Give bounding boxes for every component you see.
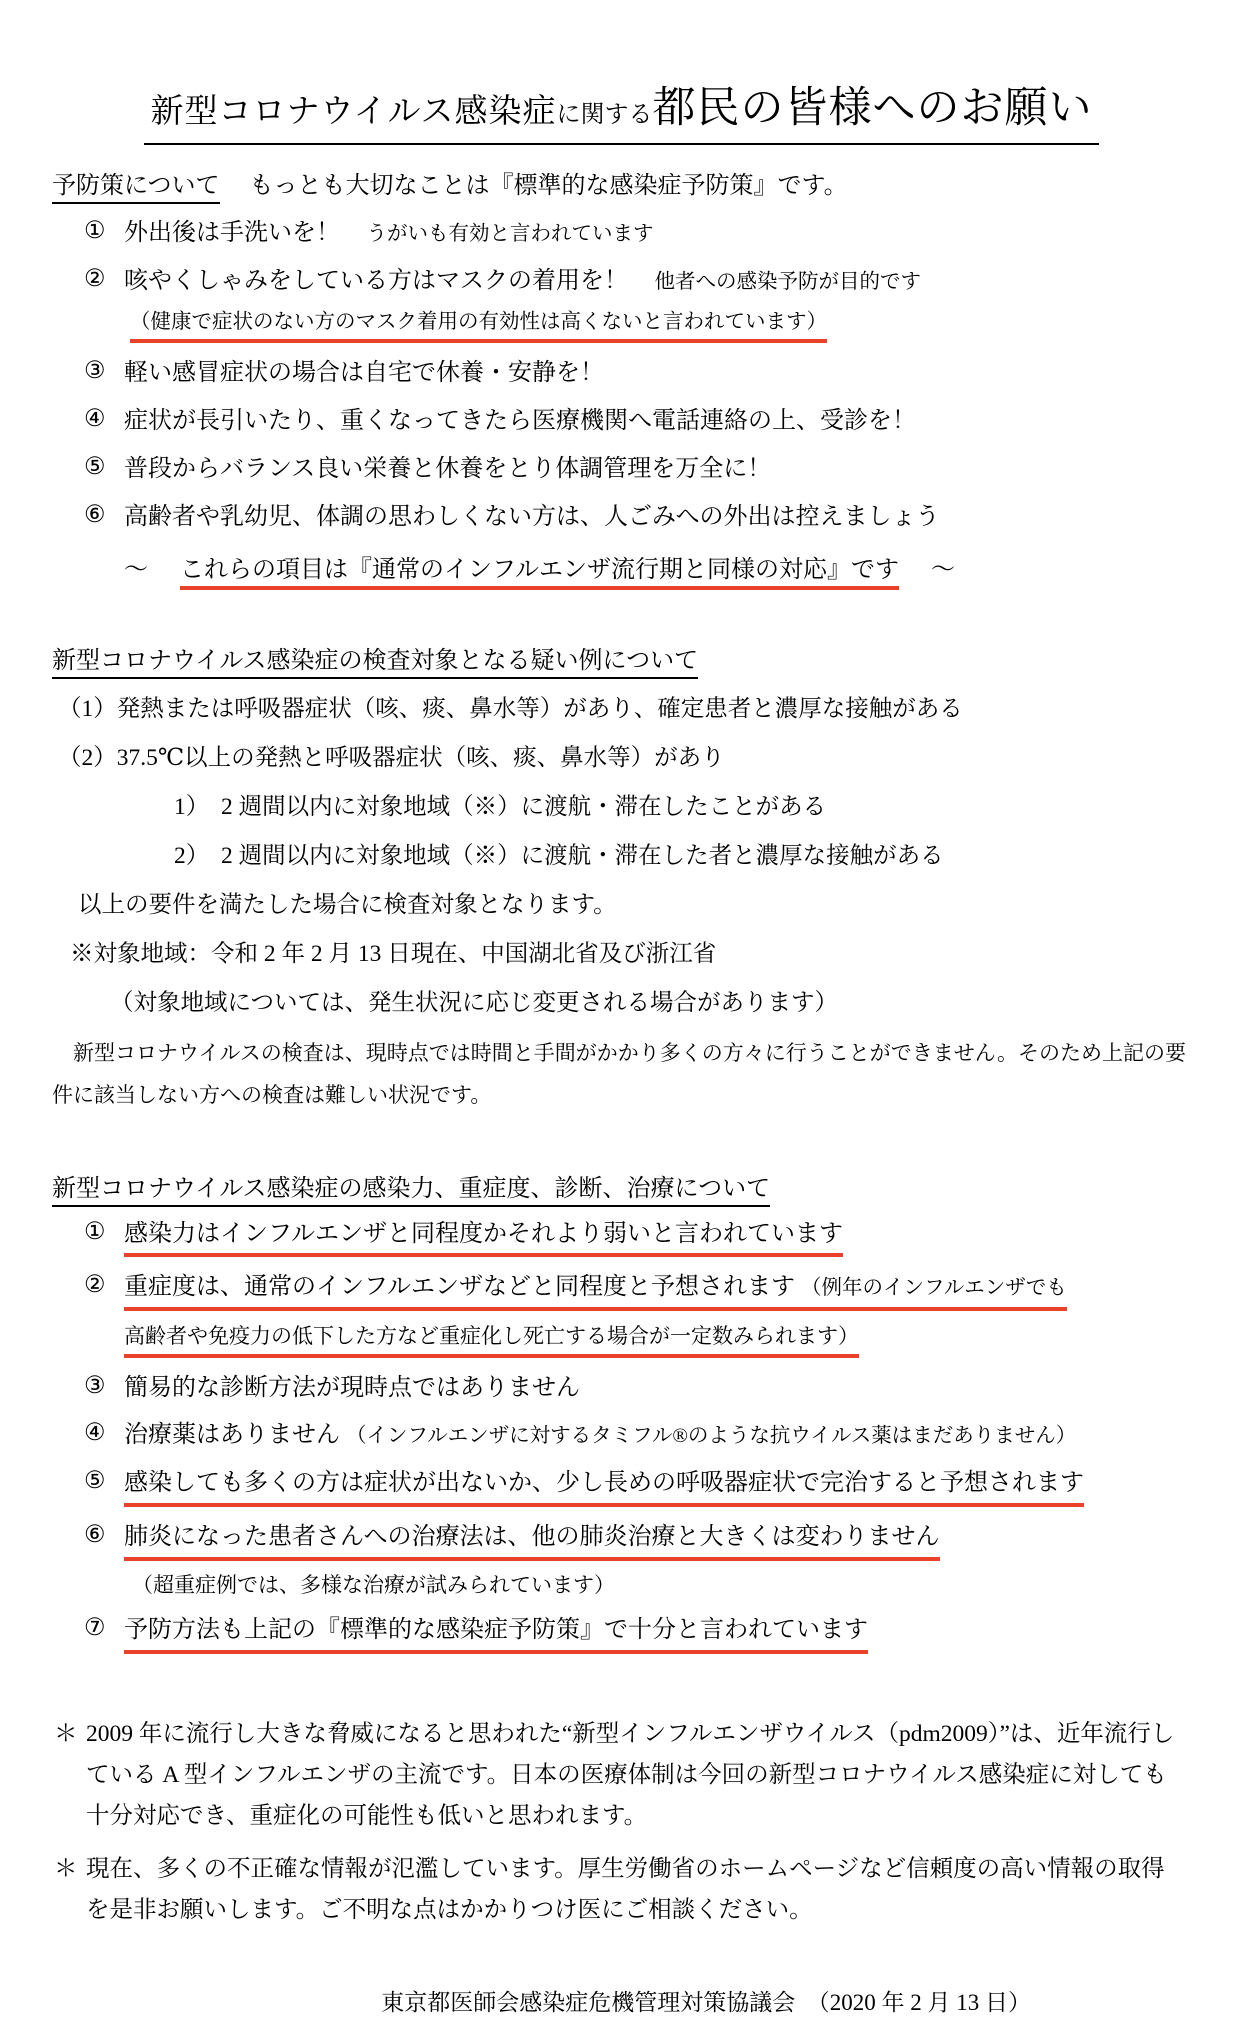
footnotes — [52, 1714, 1191, 1932]
list-item — [52, 404, 1191, 439]
item-main: 軽い感冒症状の場合は自宅で休養・安静を！ — [124, 360, 604, 387]
criteria-line: 以上の要件を満たした場合に検査対象となります。 — [78, 891, 617, 918]
item-text — [124, 1270, 1191, 1357]
paragraph: 新型コロナウイルスの検査は、現時点では時間と手間がかかり多くの方々に行うことができません。そのため上記の要件に該当しない方への検査は難しい状況です。 — [52, 1040, 1186, 1107]
item-text — [124, 1418, 1191, 1453]
criteria-line: ※対象地域：令和 2 年 2 月 13 日現在、中国湖北省及び浙江省 — [70, 940, 717, 967]
list-item — [52, 356, 1191, 391]
list-item — [52, 216, 1191, 251]
red-underline-note: （健康で症状のない方のマスク着用の有効性は高くないと言われています） — [130, 308, 827, 344]
list-item — [52, 1418, 1191, 1453]
list-item — [52, 1217, 1191, 1258]
footnote-text: 現在、多くの不正確な情報が氾濫しています。厚生労働省のホームページなど信頼度の高い情報の取得を是非お願いします。ご不明な点はかかりつけ医にご相談ください。 — [86, 1856, 1165, 1924]
item-main: 症状が長引いたり、重くなってきたら医療機関へ電話連絡の上、受診を！ — [124, 408, 916, 435]
item-text — [124, 216, 1191, 251]
item-text — [124, 1371, 1191, 1406]
footer-credit: 東京都医師会感染症危機管理対策協議会 （2020 年 2 月 13 日） — [381, 1989, 1031, 2015]
criteria-line: （対象地域については、発生状況に応じ変更される場合があります） — [110, 989, 839, 1016]
red-underline-text: 肺炎になった患者さんへの治療法は、他の肺炎治療と大きくは変わりません — [124, 1520, 940, 1561]
item-note: 他者への感染予防が目的です — [634, 270, 921, 293]
criteria-line: （1）発熱または呼吸器症状（咳、痰、鼻水等）があり、確定患者と濃厚な接触がある — [58, 695, 963, 722]
section-heading — [52, 1168, 1191, 1203]
item-number: ③ — [84, 1372, 106, 1399]
red-underline-closing: これらの項目は『通常のインフルエンザ流行期と同様の対応』です — [180, 549, 899, 590]
section-heading-underlined: 新型コロナウイルス感染症の感染力、重症度、診断、治療について — [52, 1176, 770, 1207]
item-text — [124, 1613, 1191, 1654]
section-heading — [52, 640, 1191, 675]
section-heading-underlined: 新型コロナウイルス感染症の検査対象となる疑い例について — [52, 648, 698, 679]
item-number: ④ — [84, 406, 106, 433]
item-number: ② — [84, 1272, 106, 1299]
item-note: うがいも有効と言われています — [346, 223, 654, 245]
section-heading-rest: もっとも大切なことは『標準的な感染症予防策』です。 — [225, 173, 848, 199]
criteria-line: （2）37.5℃以上の発熱と呼吸器症状（咳、痰、鼻水等）があり — [58, 744, 725, 771]
list-item — [52, 500, 1191, 535]
title-part-disease: 新型コロナウイルス感染症 — [150, 94, 557, 130]
section-prevention — [52, 165, 1191, 590]
item-note: （インフルエンザに対するタミフル®のような抗ウイルス薬はまだありません） — [346, 1425, 1077, 1448]
tilde-mark: ～ — [931, 556, 956, 583]
item-main: 治療薬はありません — [124, 1422, 340, 1449]
list-item — [52, 1613, 1191, 1654]
criteria-line: 2） 2 週間以内に対象地域（※）に渡航・滞在した者と濃厚な接触がある — [174, 842, 944, 869]
red-underline-text: 感染しても多くの方は症状が出ないか、少し長めの呼吸器症状で完治すると予想されます — [124, 1466, 1084, 1507]
item-main: 重症度は、通常のインフルエンザなどと同程度と予想されます — [124, 1274, 796, 1301]
section-characteristics — [52, 1168, 1191, 1654]
footnote-marker: ＊ — [54, 1856, 78, 1883]
item-number: ⑤ — [84, 453, 106, 480]
item-subline — [124, 308, 1191, 344]
list-item — [52, 1371, 1191, 1406]
item-text — [124, 404, 1191, 439]
title-part-connector: に関する — [556, 102, 653, 128]
footnote-marker: ＊ — [54, 1720, 78, 1747]
item-number: ① — [84, 218, 106, 244]
title-part-request: 都民の皆様へのお願い — [652, 85, 1093, 132]
red-underline-text — [124, 1270, 1067, 1311]
item-number: ⑥ — [84, 501, 106, 528]
document-title — [52, 74, 1191, 145]
item-number: ④ — [84, 1420, 106, 1447]
title-underline — [144, 74, 1098, 145]
item-number: ① — [84, 1218, 106, 1245]
item-number: ⑦ — [84, 1615, 106, 1642]
item-subline: （超重症例では、多様な治療が試みられています） — [132, 1572, 615, 1597]
item-number: ⑤ — [84, 1468, 106, 1495]
footnote — [52, 1714, 1191, 1837]
tilde-mark: ～ — [124, 556, 148, 583]
item-main: 普段からバランス良い栄養と休養をとり体調管理を万全に！ — [124, 455, 772, 482]
section-heading — [52, 165, 1191, 200]
item-main: 簡易的な診断方法が現時点ではありません — [124, 1374, 580, 1401]
item-number: ⑥ — [84, 1521, 106, 1548]
item-note: （例年のインフルエンザでも — [801, 1277, 1067, 1300]
red-underline-text: 高齢者や免疫力の低下した方など重症化し死亡する場合が一定数みられます） — [124, 1321, 859, 1357]
list-item — [52, 1466, 1191, 1507]
list-item — [52, 1270, 1191, 1357]
item-main: 咳やくしゃみをしている方はマスクの着用を！ — [124, 267, 628, 294]
section-heading-underlined: 予防策について — [52, 173, 220, 204]
footnote-text: 2009 年に流行し大きな脅威になると思われた“新型インフルエンザウイルス（pdm2009）”は、近年流行している A 型インフルエンザの主流です。日本の医療体制は今回の新型コロナウイルス感染症に対しても十分対応でき、重症化の可能性も低いと思われます。 — [86, 1720, 1175, 1830]
item-text — [124, 500, 1191, 535]
section-test-criteria — [52, 640, 1191, 1116]
closing-line — [52, 549, 1191, 590]
red-underline-text: 感染力はインフルエンザと同程度かそれより弱いと言われています — [124, 1217, 843, 1258]
item-text — [124, 356, 1191, 391]
item-text — [124, 1217, 1191, 1258]
criteria-line: 1） 2 週間以内に対象地域（※）に渡航・滞在したことがある — [174, 793, 827, 820]
footnote — [52, 1849, 1191, 1931]
item-text — [124, 452, 1191, 487]
item-number: ③ — [84, 358, 106, 385]
item-main: 高齢者や乳幼児、体調の思わしくない方は、人ごみへの外出は控えましょう — [124, 503, 940, 530]
item-text — [124, 1520, 1191, 1600]
list-item — [52, 264, 1191, 344]
red-underline-text: 予防方法も上記の『標準的な感染症予防策』で十分と言われています — [124, 1613, 868, 1654]
item-subline — [124, 1321, 1191, 1357]
item-number: ② — [84, 265, 106, 292]
list-item — [52, 452, 1191, 487]
list-item — [52, 1520, 1191, 1600]
item-main: 外出後は手洗いを！ — [124, 220, 340, 246]
item-text — [124, 264, 1191, 344]
item-text — [124, 1466, 1191, 1507]
